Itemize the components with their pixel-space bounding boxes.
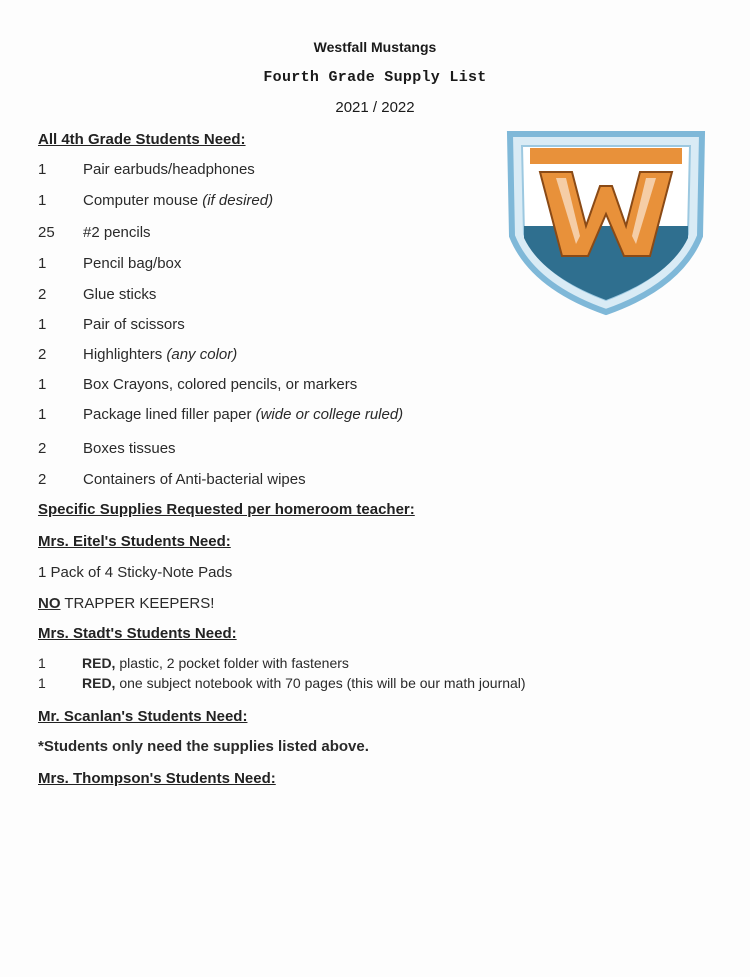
item-quantity: 1	[38, 376, 47, 393]
item-quantity: 1	[38, 316, 47, 333]
item-text: Package lined filler paper (wide or college ruled)	[83, 406, 404, 423]
item-text: RED, one subject notebook with 70 pages (this will be our math journal)	[82, 675, 526, 691]
eitel-note	[38, 595, 214, 612]
item-quantity: 1	[38, 161, 47, 178]
item-text: Box Crayons, colored pencils, or markers	[83, 376, 358, 393]
specific-supplies-heading: Specific Supplies Requested per homeroom teacher:	[38, 501, 415, 518]
trapper-keepers-text: TRAPPER KEEPERS!	[60, 595, 215, 612]
thompson-heading: Mrs. Thompson's Students Need:	[38, 770, 276, 787]
item-text: Pencil bag/box	[83, 255, 182, 272]
item-quantity: 1	[38, 406, 47, 423]
item-quantity: 2	[38, 440, 47, 457]
item-text: Pair of scissors	[83, 316, 185, 333]
item-quantity: 25	[38, 224, 55, 241]
westfall-w-logo	[500, 126, 712, 316]
item-quantity: 1	[38, 655, 46, 671]
item-text: Highlighters (any color)	[83, 346, 238, 363]
item-text: Pair earbuds/headphones	[83, 161, 255, 178]
item-text: Boxes tissues	[83, 440, 176, 457]
eitel-heading: Mrs. Eitel's Students Need:	[38, 533, 231, 550]
no-emphasis: NO	[38, 595, 61, 612]
eitel-item-sticky-notes: 1 Pack of 4 Sticky-Note Pads	[38, 564, 233, 581]
item-quantity: 2	[38, 286, 47, 303]
item-text: Glue sticks	[83, 286, 157, 303]
all-students-heading: All 4th Grade Students Need:	[38, 131, 246, 148]
item-quantity: 1	[38, 255, 47, 272]
scanlan-note: *Students only need the supplies listed above.	[38, 738, 369, 755]
item-text: Computer mouse (if desired)	[83, 192, 274, 209]
item-text: #2 pencils	[83, 224, 151, 241]
stadt-heading: Mrs. Stadt's Students Need:	[38, 625, 237, 642]
item-quantity: 1	[38, 192, 47, 209]
item-text: Containers of Anti-bacterial wipes	[83, 471, 306, 488]
school-year: 2021 / 2022	[335, 99, 415, 116]
item-text: RED, plastic, 2 pocket folder with fasteners	[82, 655, 349, 671]
school-name: Westfall Mustangs	[313, 39, 437, 55]
document-title: Fourth Grade Supply List	[263, 69, 487, 86]
item-quantity: 1	[38, 675, 46, 691]
scanlan-heading: Mr. Scanlan's Students Need:	[38, 708, 248, 725]
item-quantity: 2	[38, 346, 47, 363]
item-quantity: 2	[38, 471, 47, 488]
